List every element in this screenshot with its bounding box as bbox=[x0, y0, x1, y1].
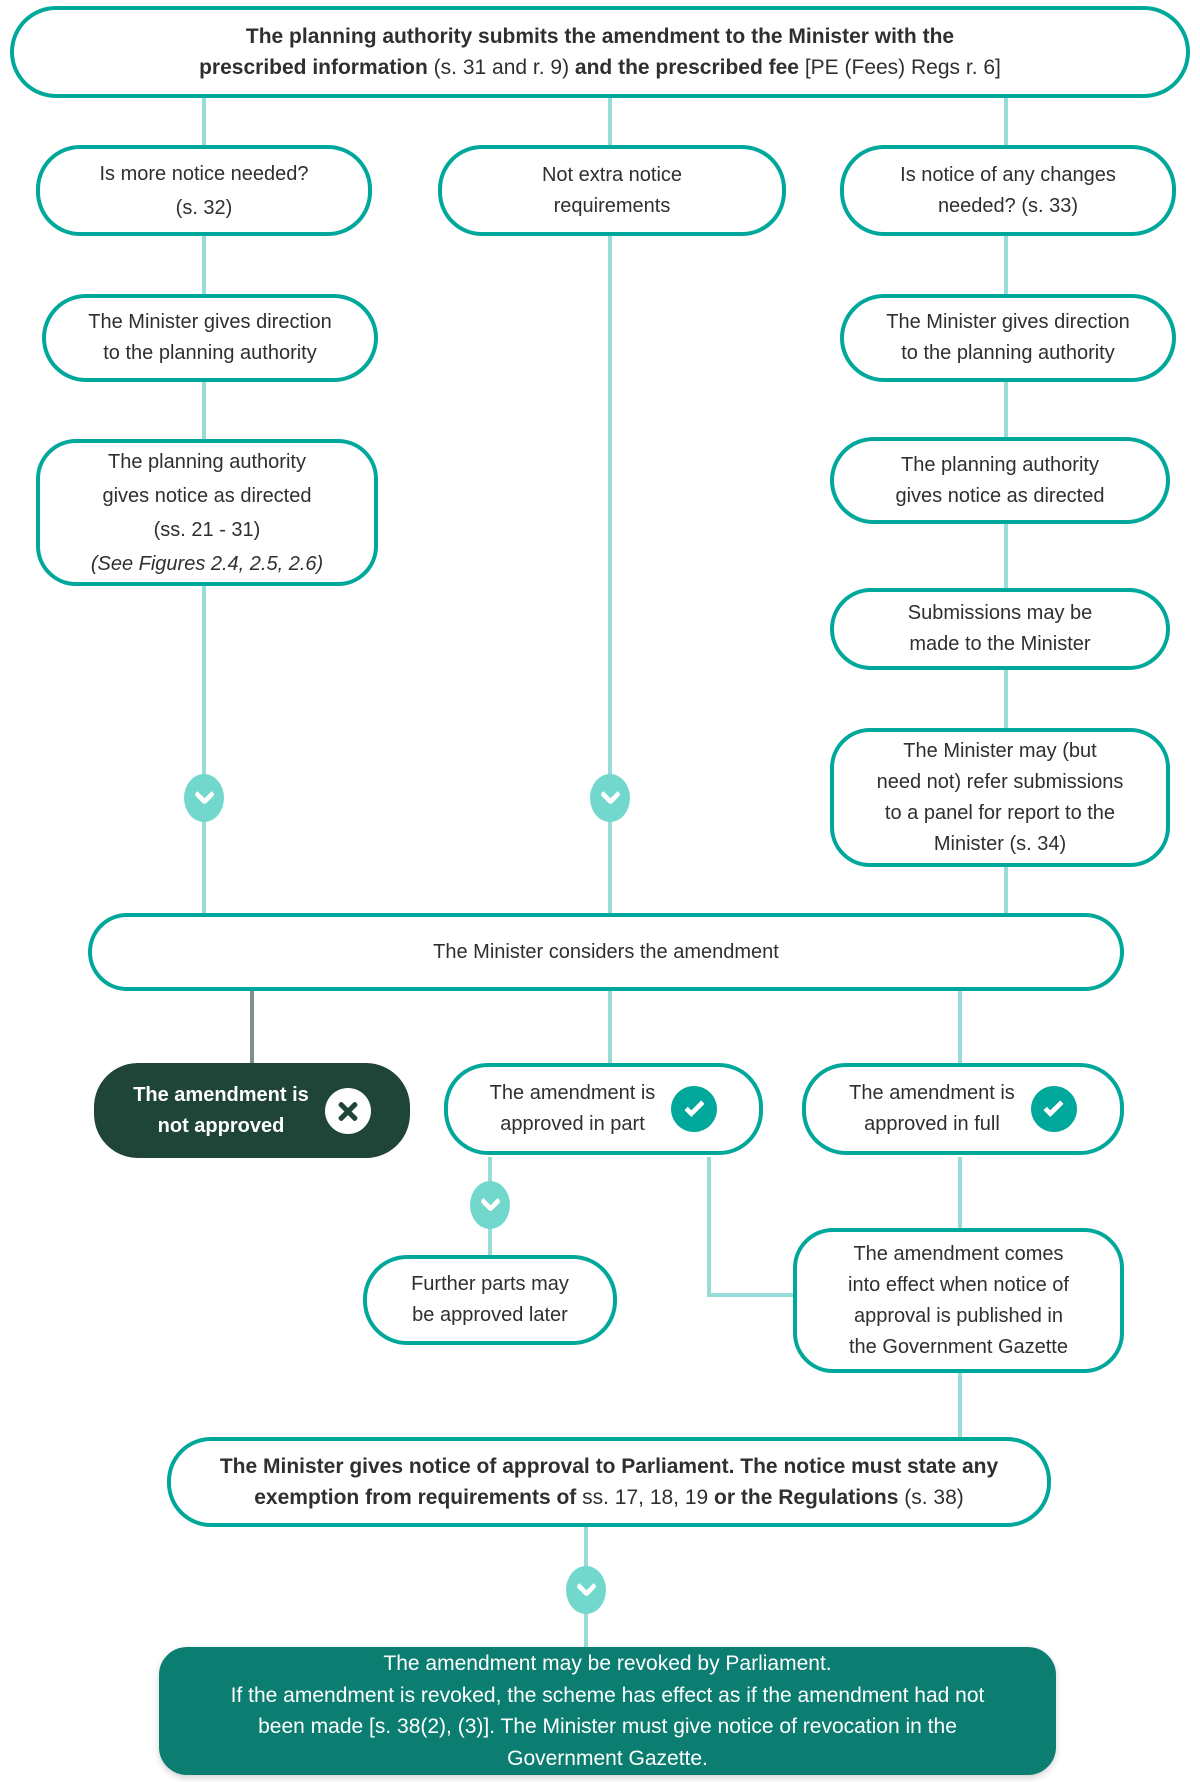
node-comes-into-effect bbox=[793, 1228, 1124, 1373]
node-label: The Minister considers the amendment bbox=[433, 940, 779, 963]
node-notice-as-directed-left bbox=[36, 439, 378, 586]
check-icon bbox=[671, 1086, 717, 1132]
connector-direction-to-notice-left bbox=[202, 381, 206, 439]
chevron-glyph bbox=[599, 783, 620, 804]
node-label: The Minister may (but need not) refer submissions to a panel for report to the Minister (s. 34) bbox=[876, 739, 1124, 855]
node-no-extra-notice bbox=[438, 145, 786, 236]
node-label: The Minister gives direction to the planning authority bbox=[886, 311, 1130, 364]
connector-part-to-effect-vertical bbox=[707, 1157, 711, 1297]
node-approved-in-part bbox=[444, 1063, 763, 1155]
node-label: Submissions may be made to the Minister bbox=[907, 602, 1093, 655]
node-label: The amendment may be revoked by Parliament. If the amendment is revoked, the scheme has effect as if the amendment had not been made [s. 38(2), (3)]. The Minister must give notice of revocation in the Government Gazette. bbox=[230, 1652, 985, 1770]
node-notice-to-parliament bbox=[167, 1437, 1051, 1527]
node-revoked-by-parliament bbox=[159, 1647, 1056, 1775]
node-minister-direction-left bbox=[42, 294, 378, 382]
node-label: The amendment comes into effect when notice of approval is published in the Government Gazette bbox=[848, 1242, 1069, 1358]
node-question-more-notice bbox=[36, 145, 372, 236]
cross-glyph bbox=[336, 1099, 360, 1123]
node-label: Further parts may be approved later bbox=[411, 1273, 569, 1326]
connector-notice-left-to-considers bbox=[202, 585, 206, 913]
chevron-glyph bbox=[479, 1190, 500, 1211]
node-further-parts bbox=[363, 1255, 617, 1345]
chevron-down-icon bbox=[566, 1566, 606, 1614]
connector-part-to-effect-horizontal bbox=[707, 1293, 797, 1297]
connector-notice-right-to-submissions bbox=[1004, 523, 1008, 588]
check-icon bbox=[1031, 1086, 1077, 1132]
node-submissions-to-minister bbox=[830, 588, 1170, 670]
connector-full-to-effect bbox=[958, 1157, 962, 1228]
node-question-notice-of-changes bbox=[840, 145, 1176, 236]
node-label: The planning authority submits the amendment to the Minister with the prescribed information (s. 31 and r. 9) and the prescribed fee [PE (Fees) Regs r. 6] bbox=[199, 24, 1001, 79]
connector-considers-to-full bbox=[958, 988, 962, 1063]
node-label: The Minister gives direction to the planning authority bbox=[88, 311, 332, 364]
connector-considers-to-part bbox=[608, 988, 612, 1063]
cross-icon bbox=[325, 1088, 371, 1134]
connector-changes-to-direction bbox=[1004, 236, 1008, 294]
node-label: Is notice of any changes needed? (s. 33) bbox=[900, 163, 1116, 217]
connector-more-to-direction bbox=[202, 236, 206, 294]
node-label: Is more notice needed? (s. 32) bbox=[99, 162, 309, 219]
connector-top-to-changes bbox=[1004, 96, 1008, 145]
node-label: The amendment is not approved bbox=[133, 1083, 309, 1137]
node-refer-to-panel bbox=[830, 728, 1170, 867]
node-approved-in-full bbox=[802, 1063, 1124, 1155]
node-minister-direction-right bbox=[840, 294, 1176, 382]
node-label: The Minister gives notice of approval to Parliament. The notice must state any exemption from requirements of ss. 17, 18, 19 or the Regulations (s. 38) bbox=[219, 1454, 999, 1509]
connector-considers-to-not-approved bbox=[250, 988, 254, 1063]
check-glyph bbox=[1044, 1096, 1065, 1117]
connector-effect-to-parliament bbox=[958, 1372, 962, 1437]
node-label: The planning authority gives notice as directed (ss. 21 - 31) (See Figures 2.4, 2.5, 2.6) bbox=[90, 450, 324, 575]
connector-top-to-more-notice bbox=[202, 96, 206, 145]
node-minister-considers bbox=[88, 913, 1124, 991]
connector-submissions-to-panel bbox=[1004, 669, 1008, 728]
connector-top-to-no-extra bbox=[608, 96, 612, 145]
node-label: The amendment is approved in full bbox=[849, 1082, 1015, 1135]
chevron-down-icon bbox=[590, 774, 630, 822]
chevron-down-icon bbox=[470, 1181, 510, 1229]
chevron-glyph bbox=[575, 1575, 596, 1596]
node-submit-amendment bbox=[10, 6, 1190, 98]
node-label: The amendment is approved in part bbox=[489, 1082, 656, 1135]
chevron-glyph bbox=[193, 783, 214, 804]
connector-panel-to-considers bbox=[1004, 866, 1008, 913]
node-label: The planning authority gives notice as directed bbox=[895, 453, 1105, 507]
node-label: Not extra notice requirements bbox=[541, 163, 683, 217]
chevron-down-icon bbox=[184, 774, 224, 822]
connector-direction-to-notice-right bbox=[1004, 381, 1008, 437]
node-not-approved bbox=[94, 1063, 410, 1158]
check-glyph bbox=[684, 1096, 705, 1117]
node-notice-as-directed-right bbox=[830, 437, 1170, 524]
